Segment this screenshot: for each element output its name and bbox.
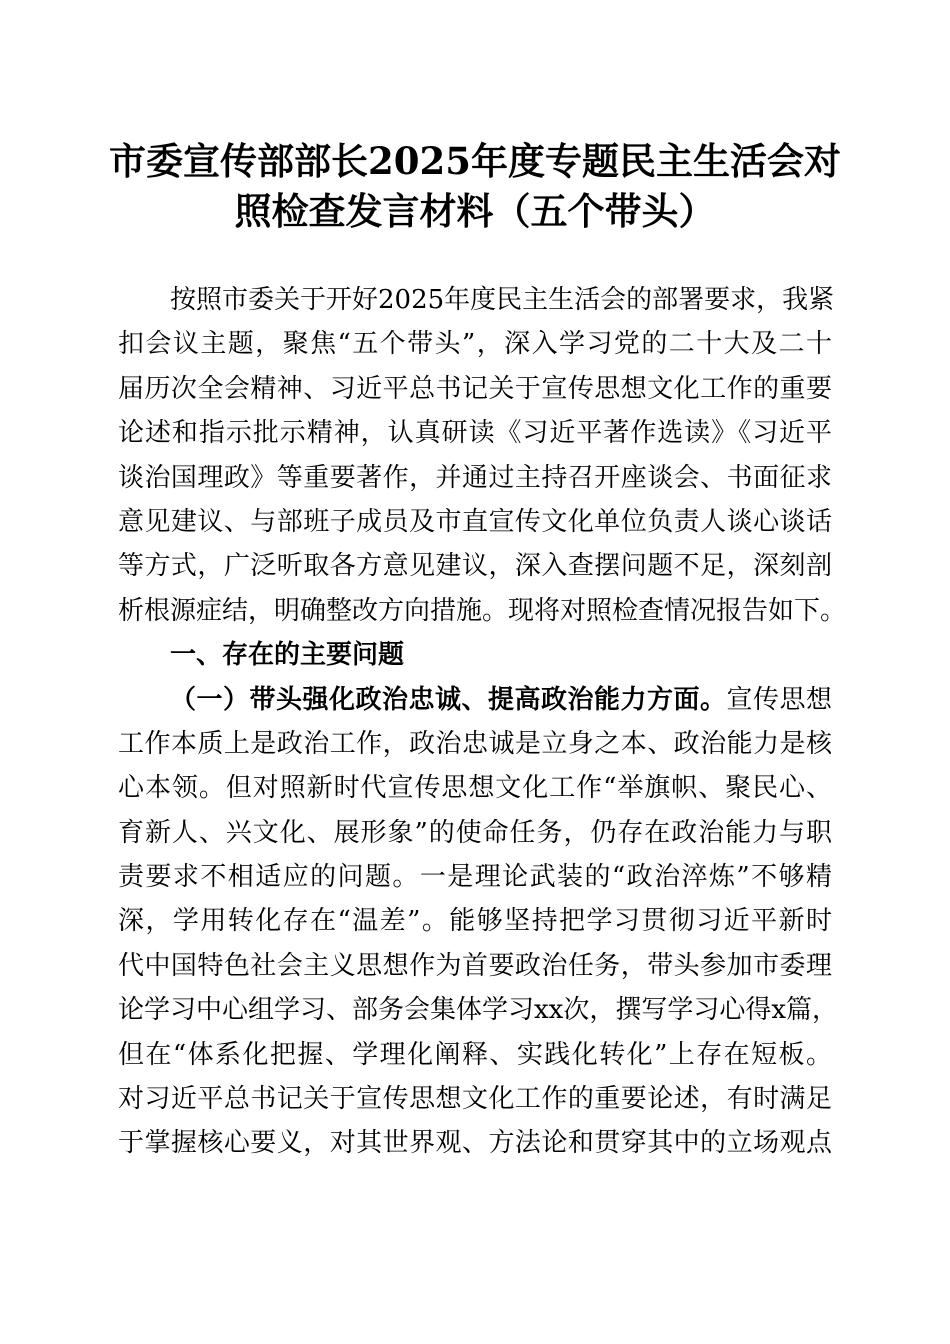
body-line: 代中国特色社会主义思想作为首要政治任务，带头参加市委理 bbox=[118, 950, 832, 981]
document-title bbox=[100, 136, 850, 236]
document-body bbox=[118, 278, 847, 1166]
intro-line: 届历次全会精神、习近平总书记关于宣传思想文化工作的重要 bbox=[118, 373, 832, 404]
body-line: 心本领。但对照新时代宣传思想文化工作“举旗帜、聚民心、 bbox=[118, 773, 832, 804]
intro-line: 意见建议、与部班子成员及市直宣传文化单位负责人谈心谈话 bbox=[118, 506, 832, 537]
intro-line: 析根源症结，明确整改方向措施。现将对照检查情况报告如下。 bbox=[118, 595, 847, 626]
subsection-text: 宣传思想 bbox=[726, 684, 832, 715]
body-line: 对习近平总书记关于宣传思想文化工作的重要论述，有时满足 bbox=[118, 1084, 832, 1115]
intro-line: 扣会议主题，聚焦“五个带头”，深入学习党的二十大及二十 bbox=[118, 329, 832, 360]
body-line: 但在“体系化把握、学理化阐释、实践化转化”上存在短板。 bbox=[118, 1039, 832, 1070]
title-line-1: 市委宣传部部长2025年度专题民主生活会对 bbox=[109, 139, 841, 183]
body-line: 工作本质上是政治工作，政治忠诚是立身之本、政治能力是核 bbox=[118, 728, 832, 759]
subsection-first-line bbox=[118, 678, 832, 722]
section-heading: 一、存在的主要问题 bbox=[170, 640, 405, 671]
subsection-heading: （一）带头强化政治忠诚、提高政治能力方面。 bbox=[170, 684, 727, 715]
body-line: 深，学用转化存在“温差”。能够坚持把学习贯彻习近平新时 bbox=[118, 906, 832, 937]
body-line: 责要求不相适应的问题。一是理论武装的“政治淬炼”不够精 bbox=[118, 862, 832, 893]
intro-line: 按照市委关于开好2025年度民主生活会的部署要求，我紧 bbox=[170, 285, 835, 315]
body-line: 于掌握核心要义，对其世界观、方法论和贯穿其中的立场观点 bbox=[118, 1128, 832, 1159]
intro-line: 论述和指示批示精神，认真研读《习近平著作选读》《习近平 bbox=[118, 418, 832, 449]
intro-line: 等方式，广泛听取各方意见建议，深入查摆问题不足，深刻剖 bbox=[118, 551, 832, 582]
body-line: 论学习中心组学习、部务会集体学习xx次，撰写学习心得x篇， bbox=[118, 995, 838, 1026]
intro-line: 谈治国理政》等重要著作，并通过主持召开座谈会、书面征求 bbox=[118, 462, 832, 493]
body-line: 育新人、兴文化、展形象”的使命任务，仍存在政治能力与职 bbox=[118, 817, 832, 848]
title-line-2: 照检查发言材料（五个带头） bbox=[234, 189, 716, 233]
